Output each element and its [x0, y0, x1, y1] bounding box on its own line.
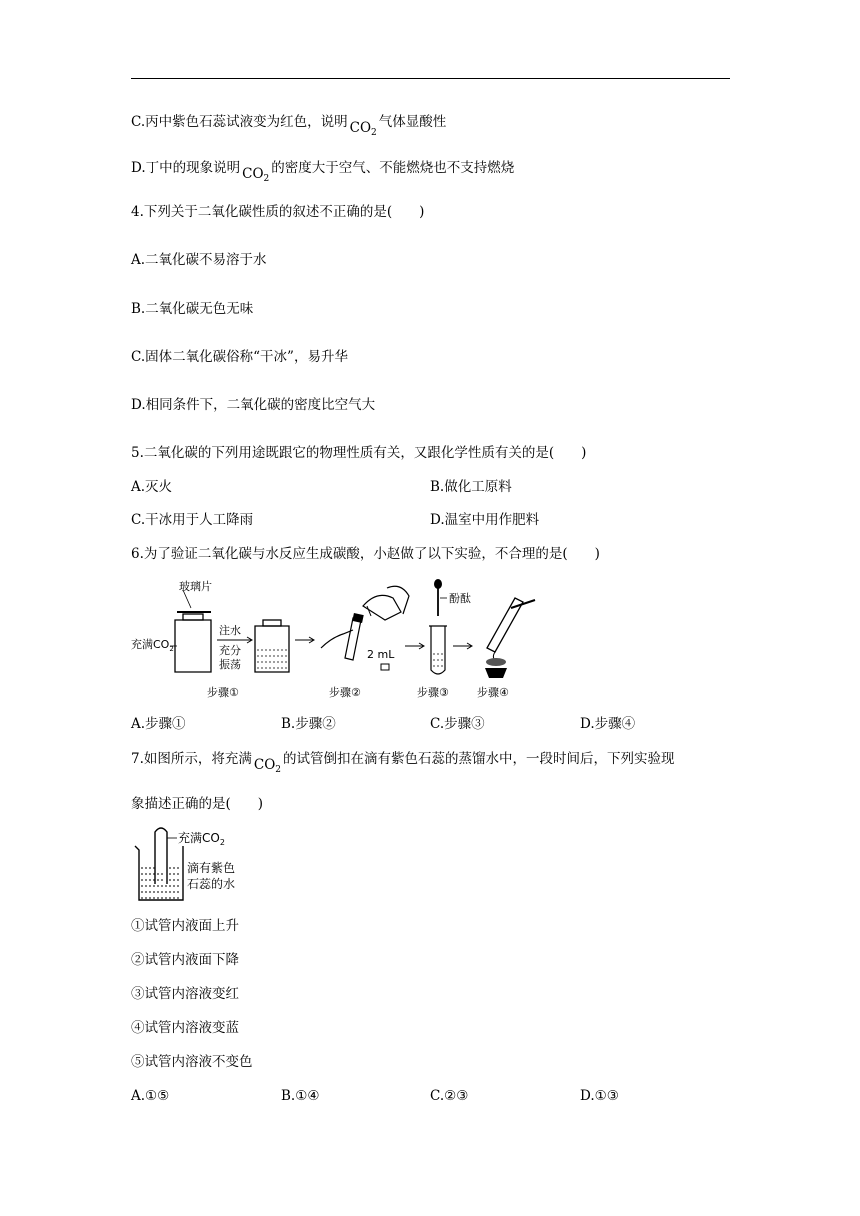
header-rule — [131, 78, 730, 79]
label-litmus-water-1: 滴有紫色 — [187, 861, 236, 875]
q6-option-d: D.步骤④ — [580, 716, 636, 732]
tube-holder — [511, 600, 535, 608]
co2-formula — [254, 756, 281, 779]
label-full-co2 — [131, 637, 174, 653]
label-full-co2-sub: 2 — [169, 645, 174, 653]
q4-option-b: B.二氧化碳无色无味 — [131, 301, 254, 317]
q3-option-c — [131, 113, 446, 136]
q7-statement-4: ④试管内溶液变蓝 — [131, 1020, 239, 1036]
q3-d-text-end: 的密度大于空气、不能燃烧也不支持燃烧 — [271, 160, 515, 176]
label-full-co2 — [178, 830, 225, 847]
q4-option-d: D.相同条件下，二氧化碳的密度比空气大 — [131, 397, 376, 413]
q7-statement-1: ①试管内液面上升 — [131, 918, 239, 934]
dropper-bulb — [434, 579, 442, 589]
label-add-water: 注水 — [219, 624, 241, 637]
q6-stem: 6.为了验证二氧化碳与水反应生成碳酸，小赵做了以下实验，不合理的是( ) — [131, 546, 600, 562]
q5-stem: 5.二氧化碳的下列用途既跟它的物理性质有关，又跟化学性质有关的是( ) — [131, 445, 587, 461]
formula-text: CO — [349, 120, 372, 136]
label-glass-plate: 玻璃片 — [179, 580, 212, 593]
gas-bottle-1 — [175, 620, 211, 672]
q7-statement-5: ⑤试管内溶液不变色 — [131, 1054, 253, 1070]
q6-option-b: B.步骤② — [281, 716, 336, 732]
q6-option-c: C.步骤③ — [430, 716, 485, 732]
test-tube-3 — [431, 626, 445, 674]
q7-statement-3: ③试管内溶液变红 — [131, 986, 239, 1002]
formula-subscript: 2 — [275, 765, 282, 775]
burner-cap — [486, 658, 506, 666]
q7-option-a: A.①⑤ — [131, 1088, 170, 1104]
q5-option-b: B.做化工原料 — [430, 479, 512, 495]
co2-formula — [242, 165, 269, 188]
bottle-neck-2 — [263, 620, 281, 626]
q7-stem-text: 7.如图所示，将充满 — [131, 751, 252, 767]
label-full-co2-text: 充满CO — [131, 638, 170, 651]
co2-formula — [350, 119, 377, 142]
label-phenolphthalein: 酚酞 — [449, 592, 471, 605]
bottle-water-lines — [257, 650, 287, 668]
bottle-neck-1 — [183, 614, 203, 620]
q7-beaker-figure — [131, 824, 261, 904]
label-step-4: 步骤④ — [477, 686, 509, 699]
tube-band — [352, 613, 363, 623]
q4-option-a: A.二氧化碳不易溶于水 — [131, 252, 267, 268]
label-litmus-water-2: 石蕊的水 — [187, 877, 236, 891]
tube-liquid-lines — [433, 654, 443, 666]
label-shake: 振荡 — [219, 658, 241, 671]
label-fully: 充分 — [219, 644, 241, 657]
q7-stem-text-end: 的试管倒扣在滴有紫色石蕊的蒸馏水中，一段时间后，下列实验现 — [283, 751, 675, 767]
formula-text: CO — [253, 757, 276, 773]
q5-option-a: A.灭火 — [131, 479, 173, 495]
q5-option-c: C.干冰用于人工降雨 — [131, 512, 254, 528]
q5-option-d: D.温室中用作肥料 — [430, 512, 540, 528]
q7-option-b: B.①④ — [281, 1088, 320, 1104]
formula-subscript: 2 — [263, 174, 270, 184]
q3-c-text: C.丙中紫色石蕊试液变为红色，说明 — [131, 114, 348, 130]
q7-option-c: C.②③ — [430, 1088, 469, 1104]
formula-text: CO — [242, 166, 264, 182]
q7-option-d: D.①③ — [580, 1088, 619, 1104]
q7-stem-line-2: 象描述正确的是( ) — [131, 796, 264, 812]
label-step-3: 步骤③ — [417, 686, 449, 699]
q3-option-d — [131, 159, 514, 182]
q7-stem-line-1 — [131, 750, 675, 773]
hand-right — [387, 586, 409, 614]
q3-d-text: D.丁中的现象说明 — [131, 160, 241, 176]
q3-c-text-end: 气体显酸性 — [378, 114, 447, 130]
gas-bottle-2 — [255, 626, 289, 672]
stopper — [381, 664, 389, 670]
label-full-co2-sub: 2 — [219, 838, 225, 847]
bottle-pouring — [363, 595, 401, 620]
label-step-1: 步骤① — [207, 686, 239, 699]
q4-stem: 4.下列关于二氧化碳性质的叙述不正确的是( ) — [131, 204, 425, 220]
label-2ml: 2 mL — [367, 648, 395, 661]
test-tube-2 — [345, 618, 361, 660]
q4-option-c: C.固体二氧化碳俗称“干冰”，易升华 — [131, 349, 348, 365]
q6-experiment-figure — [131, 578, 551, 700]
formula-subscript: 2 — [371, 128, 377, 138]
alcohol-burner — [485, 668, 507, 678]
label-full-co2-text: 充满CO — [178, 831, 220, 845]
q7-statement-2: ②试管内液面下降 — [131, 952, 239, 968]
q6-option-a: A.步骤① — [131, 716, 186, 732]
inverted-test-tube — [155, 828, 167, 884]
label-step-2: 步骤② — [329, 686, 361, 699]
